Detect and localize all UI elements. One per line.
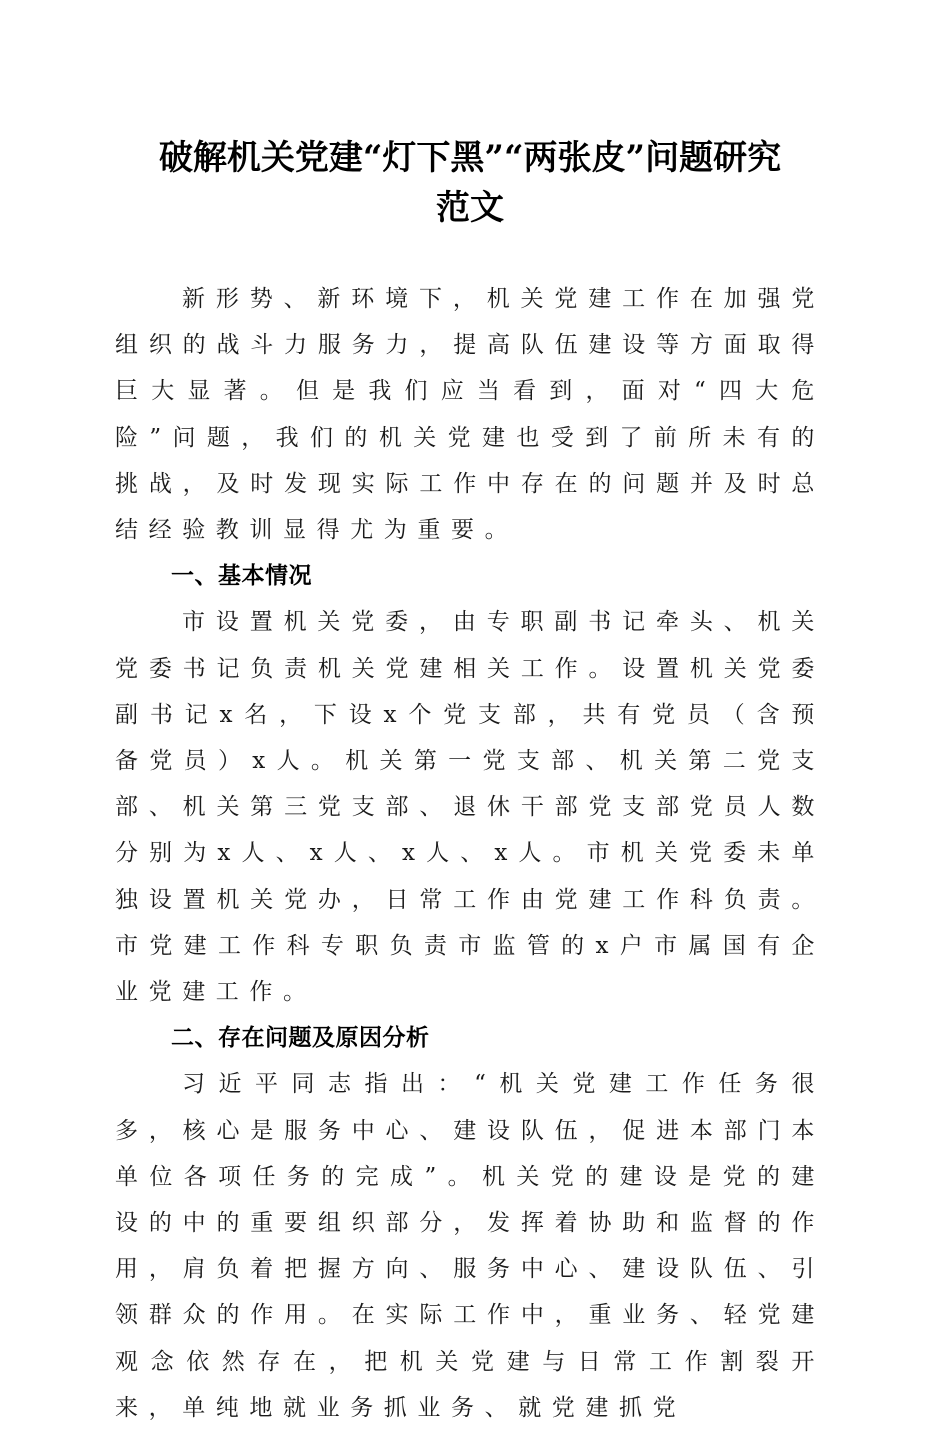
basic-situation-paragraph: 市设置机关党委，由专职副书记牵头、机关党委书记负责机关党建相关工作。设置机关党委副书记x名，下设x个党支部，共有党员（含预备党员）x人。机关第一党支部、机关第二党支部、机关第三党支部、退休干部党支部党员人数分别为x人、x人、x人、x人。市机关党委未单独设置机关党办，日常工作由党建工作科负责。市党建工作科专职负责市监管的x户市属国有企业党建工作。 — [115, 609, 825, 1006]
document-title — [115, 133, 825, 233]
section-heading-problems-analysis: 二、存在问题及原因分析 — [171, 1025, 430, 1052]
title-line-1: 破解机关党建“灯下黑”“两张皮”问题研究 — [158, 138, 782, 178]
problems-analysis-paragraph: 习近平同志指出：“机关党建工作任务很多，核心是服务中心、建设队伍，促进本部门本单位各项任务的完成”。机关党的建设是党的建设的中的重要组织部分，发挥着协助和监督的作用，肩负着把握方向、服务中心、建设队伍、引领群众的作用。在实际工作中，重业务、轻党建观念依然存在，把机关党建与日常工作割裂开来，单纯地就业务抓业务、就党建抓党 — [115, 1071, 825, 1421]
title-line-2: 范文 — [436, 188, 504, 228]
section-heading-basic-situation: 一、基本情况 — [171, 563, 312, 590]
document-body — [115, 276, 825, 1431]
intro-paragraph: 新形势、新环境下，机关党建工作在加强党组织的战斗力服务力，提高队伍建设等方面取得巨大显著。但是我们应当看到，面对“四大危险”问题，我们的机关党建也受到了前所未有的挑战，及时发现实际工作中存在的问题并及时总结经验教训显得尤为重要。 — [115, 286, 825, 544]
